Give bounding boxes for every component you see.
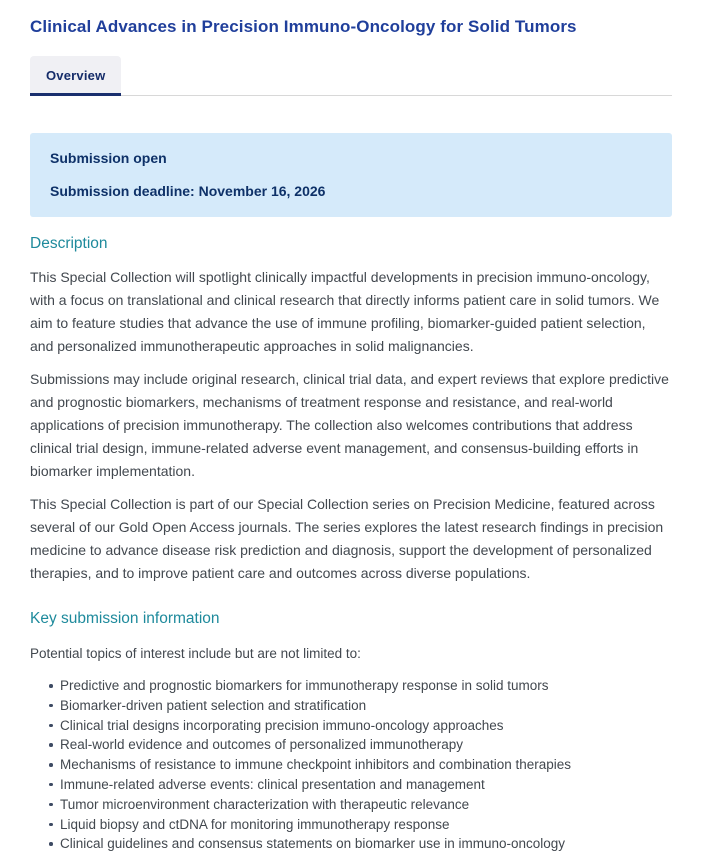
topic-item: Tumor microenvironment characterization with therapeutic relevance: [60, 795, 672, 815]
description-heading: Description: [30, 235, 108, 252]
topics-list: [30, 676, 672, 854]
description-paragraph: This Special Collection will spotlight clinically impactful developments in precision immuno-oncology, with a focus on translational and clinical research that directly informs patient care in solid tumors. We aim to feature studies that advance the use of immune profiling, biomarker-guided patient selection, and personalized immunotherapeutic approaches in solid malignancies.: [30, 269, 660, 354]
submission-deadline-text: Submission deadline: November 16, 2026: [50, 183, 326, 199]
topic-item: Real-world evidence and outcomes of personalized immunotherapy: [60, 735, 672, 755]
submission-status-text: Submission open: [50, 150, 167, 166]
description-paragraph: This Special Collection is part of our Special Collection series on Precision Medicine, featured across several of our Gold Open Access journals. The series explores the latest research findings in precision medicine to advance disease risk prediction and diagnosis, support the development of personalized therapies, and to improve patient care and outcomes across diverse populations.: [30, 496, 664, 581]
topic-item: Liquid biopsy and ctDNA for monitoring immunotherapy response: [60, 815, 672, 835]
description-paragraph: Submissions may include original research, clinical trial data, and expert reviews that explore predictive and prognostic biomarkers, mechanisms of treatment response and resistance, and real-world applications of precision immunotherapy. The collection also welcomes contributions that address clinical trial design, immune-related adverse event management, and consensus-building efforts in biomarker implementation.: [30, 371, 669, 479]
topic-item: Clinical trial designs incorporating precision immuno-oncology approaches: [60, 716, 672, 736]
topics-intro-text: Potential topics of interest include but are not limited to:: [30, 646, 361, 661]
topic-item: Immune-related adverse events: clinical presentation and management: [60, 775, 672, 795]
submission-status-banner: [30, 133, 672, 217]
topic-item: Predictive and prognostic biomarkers for immunotherapy response in solid tumors: [60, 676, 672, 696]
key-submission-heading: Key submission information: [30, 610, 220, 627]
topic-item: Clinical guidelines and consensus statements on biomarker use in immuno-oncology: [60, 834, 672, 854]
topic-item: Biomarker-driven patient selection and stratification: [60, 696, 672, 716]
tab-overview[interactable]: Overview: [30, 56, 121, 96]
topic-item: Mechanisms of resistance to immune checkpoint inhibitors and combination therapies: [60, 755, 672, 775]
collection-page: [30, 16, 672, 854]
tab-bar: [30, 56, 672, 96]
page-title: Clinical Advances in Precision Immuno-Oncology for Solid Tumors: [30, 17, 577, 36]
